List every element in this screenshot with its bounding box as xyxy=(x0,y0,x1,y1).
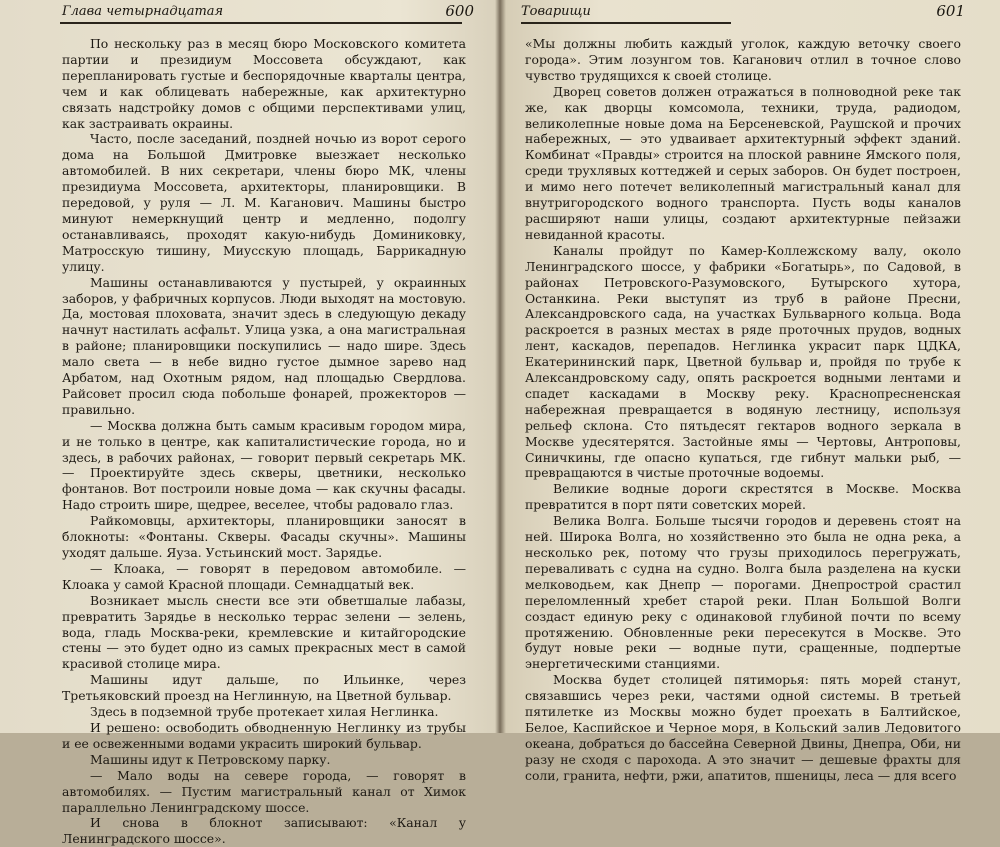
paragraph: Машины идут дальше, по Ильинке, через Третьяковский проезд на Неглинную, на Цветной бульвар. xyxy=(62,672,466,704)
right-header-rule xyxy=(521,22,731,24)
right-page-number: 601 xyxy=(936,2,965,20)
paragraph: Часто, после заседаний, поздней ночью из ворот серого дома на Большой Дмитровке выезжает несколько автомобилей. В них секретари, члены бюро МК, члены президиума Моссовета, архитекторы, планировщики. В передовой, у руля — Л. М. Каганович. Машины быстро минуют немеркнущий центр и медленно, подолгу останавливаясь, проходят какую-нибудь Доминиковку, Матросскую тишину, Миусскую площадь, Баррикадную улицу. xyxy=(62,131,466,274)
right-page xyxy=(503,0,1000,783)
paragraph: Машины идут к Петровскому парку. xyxy=(90,751,331,767)
paragraph: Великие водные дороги скрестятся в Москве. Москва превратится в порт пяти советских морей. xyxy=(525,481,961,513)
right-page-header xyxy=(521,2,965,21)
paragraph: Москва будет столицей пятиморья: пять морей станут, связавшись через реки, частями одной системы. В третьей пятилетке из Москвы можно будет проехать в Балтийское, Белое, Каспийское и Черное моря, в Кольский залив Ледовитого океана, добраться до бассейна Северной Двины, Днепра, Оби, ни разу не сходя с парохода. А это значит — дешевые фрахты для соли, гранита, нефти, ржи, апатитов, пшеницы, леса — для всего xyxy=(525,672,961,783)
left-page-header xyxy=(62,2,474,21)
paragraph: — Москва должна быть самым красивым городом мира, и не только в центре, как капиталистические города, но и здесь, в рабочих районах, — говорит первый секретарь МК. — Проектируйте здесь скверы, цветники, несколько фонтанов. Вот построили новые дома — как скучны фасады. Надо строить шире, щедрее, веселее, чтобы радовало глаз. xyxy=(62,417,466,513)
left-page-running-title: Глава четырнадцатая xyxy=(62,4,224,19)
paragraph: И снова в блокнот записывают: «Канал у Ленинградского шоссе». xyxy=(62,815,466,847)
left-header-rule xyxy=(60,22,462,24)
left-page-number: 600 xyxy=(445,2,474,20)
paragraph: — Клоака, — говорят в передовом автомобиле. — Клоака у самой Красной площади. Семнадцатый век. xyxy=(62,560,466,592)
paragraph: Возникает мысль снести все эти обветшалые лабазы, превратить Зарядье в несколько террас зелени — зелень, вода, гладь Москва-реки, кремлевские и китайгородские стены — это будет одно из самых прекрасных мест в самой красивой столице мира. xyxy=(62,592,466,672)
paragraph: Здесь в подземной трубе протекает хилая Неглинка. xyxy=(90,704,439,720)
left-page-body xyxy=(62,36,466,847)
paragraph: Райкомовцы, архитекторы, планировщики заносят в блокноты: «Фонтаны. Скверы. Фасады скучны». Машины уходят дальше. Яуза. Устьинский мост. Зарядье. xyxy=(62,513,466,560)
right-page-running-title: Товарищи xyxy=(521,4,591,19)
paragraph: И решено: освободить обводненную Неглинку из трубы и ее освеженными водами украсить широкий бульвар. xyxy=(62,719,466,751)
left-page xyxy=(0,0,498,847)
paragraph: Машины останавливаются у пустырей, у окраинных заборов, у фабричных корпусов. Люди выходят на мостовую. Да, мостовая плоховата, значит здесь в следующую декаду начнут настилать асфальт. Улица узка, а она магистральная в районе; планировщики поскупились — надо шире. Здесь мало света — в небе видно густое дымное зарево над Арбатом, над Охотным рядом, над площадью Свердлова. Райсовет просил сюда побольше фонарей, прожекторов — правильно. xyxy=(62,274,466,417)
paragraph: По нескольку раз в месяц бюро Московского комитета партии и президиум Моссовета обсуждают, как перепланировать густые и беспорядочные кварталы центра, чем и как облицевать набережные, как архитектурно связать надстройку домов с общими перспективами улиц, как застраивать окраины. xyxy=(62,36,466,131)
paragraph: Каналы пройдут по Камер-Коллежскому валу, около Ленинградского шоссе, у фабрики «Богатырь», по Садовой, в районах Петровского-Разумовского, Бутырского хутора, Останкина. Реки выступят из труб в районе Пресни, Александровского сада, на участках Бульварного кольца. Вода раскроется в разных местах в ряде проточных прудов, водных лент, каскадов, перепадов. Неглинка украсит парк ЦДКА, Екатерининский парк, Цветной бульвар и, пройдя по трубе к Александровскому саду, опять раскроется водными лентами и спадет каскадами в Москву реку. Краснопресненская набережная превращается в водяную лестницу, используя рельеф склона. Сто пятьдесят гектаров водного зеркала в Москве удесятерятся. Застойные ямы — Чертовы, Антроповы, Синичкины, где опасно купаться, где гибнут мальки рыб, — превращаются в чистые проточные водоемы. xyxy=(525,242,961,481)
paragraph: Велика Волга. Больше тысячи городов и деревень стоят на ней. Широка Волга, но хозяйственно это была не одна река, а несколько рек, потому что грузы приходилось перегружать, переваливать с судна на судно. Волга была разделена на куски мелководьем, как Днепр — порогами. Днепрострой срастил переломленный хребет старой реки. План Большой Волги создаст единую реку с одинаковой глубиной почти по всему протяжению. Обновленные реки пересекутся в Москве. Это будут новые реки — водные пути, сращенные, подпертые энергетическими станциями. xyxy=(525,513,961,672)
paragraph: Дворец советов должен отражаться в полноводной реке так же, как дворцы комсомола, техники, труда, радиодом, великолепные новые дома на Берсеневской, Раушской и прочих набережных, — это удваивает архитектурный эффект зданий. Комбинат «Правды» строится на плоской равнине Ямского поля, среди трухлявых коттеджей и серых заборов. Он будет построен, и мимо него потечет великолепный магистральный канал для внутригородского водного транспорта. Пусть воды каналов расширяют наши улицы, создают архитектурные пейзажи невиданной красоты. xyxy=(525,83,961,242)
right-page-body xyxy=(525,36,961,784)
paragraph: — Мало воды на севере города, — говорят в автомобилях. — Пустим магистральный канал от Химок параллельно Ленинградскому шоссе. xyxy=(62,767,466,815)
paragraph: «Мы должны любить каждый уголок, каждую веточку своего города». Этим лозунгом тов. Каганович отлил в точное слово чувство трудящихся к своей столице. xyxy=(525,36,961,83)
